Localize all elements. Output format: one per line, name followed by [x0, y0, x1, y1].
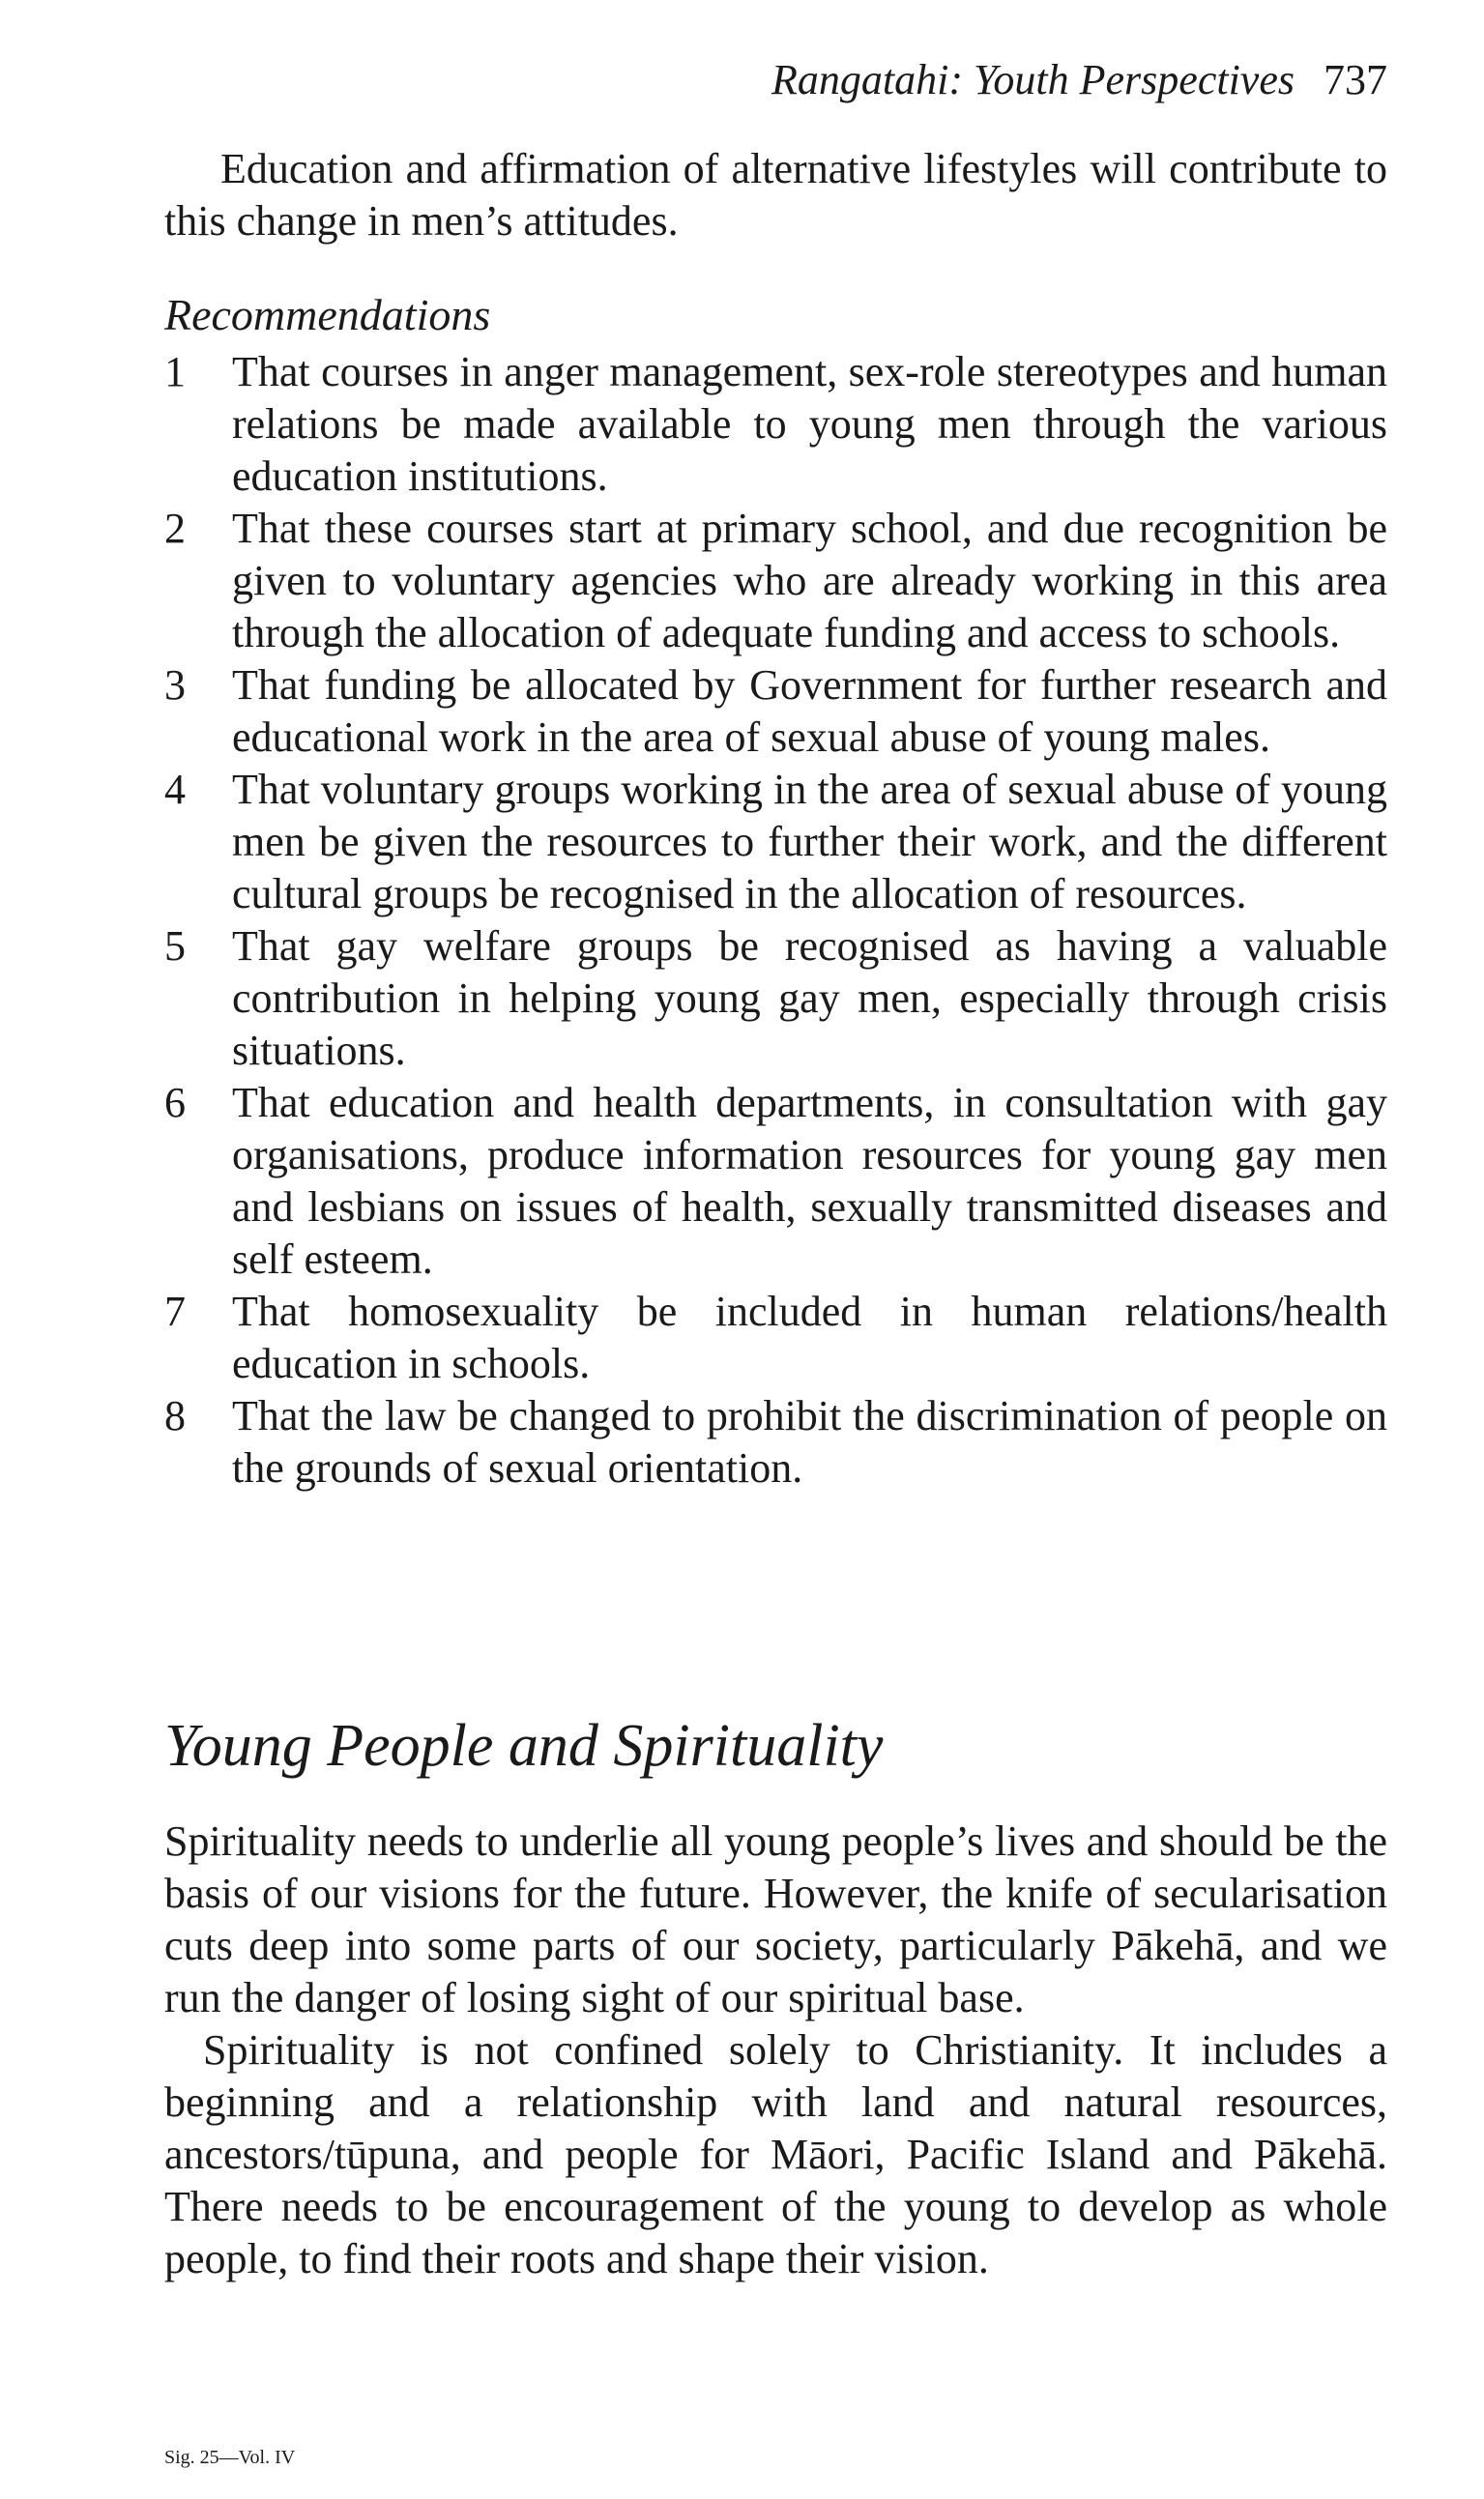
section-body — [164, 1816, 1387, 2285]
recommendation-number: 1 — [164, 348, 186, 395]
recommendations-list — [164, 346, 1387, 1495]
recommendation-item — [164, 659, 1387, 764]
running-head — [771, 56, 1387, 104]
recommendation-item — [164, 1077, 1387, 1286]
section-paragraph: Spirituality needs to underlie all young people’s lives and should be the basis of our visions for the future. However, the knife of secularisation cuts deep into some parts of our society, particularly Pākehā, and we run the danger of losing sight of our spiritual base. — [164, 1817, 1387, 2021]
recommendation-text: That voluntary groups working in the area of sexual abuse of young men be given the resources to further their work, and the different cultural groups be recognised in the allocation of resources. — [232, 766, 1387, 917]
recommendations-heading: Recommendations — [164, 290, 491, 339]
recommendation-number: 2 — [164, 505, 186, 552]
recommendation-number: 8 — [164, 1392, 186, 1439]
page-number: 737 — [1324, 56, 1387, 103]
recommendation-item — [164, 1390, 1387, 1495]
signature-mark: Sig. 25—Vol. IV — [164, 2447, 296, 2468]
recommendation-text: That these courses start at primary school, and due recognition be given to voluntary agencies who are already working in this area through the allocation of adequate funding and access to schools. — [232, 505, 1387, 656]
recommendation-item — [164, 764, 1387, 920]
recommendation-text: That education and health departments, in consultation with gay organisations, produce information resources for young gay men and lesbians on issues of health, sexually transmitted diseases and self esteem. — [232, 1079, 1387, 1283]
intro-section — [164, 143, 1387, 247]
section-paragraph: Spirituality is not confined solely to Christianity. It includes a beginning and a relationship with land and natural resources, ancestors/tūpuna, and people for Māori, Pacific Island and Pākehā. There needs to be encouragement of the young to develop as whole people, to find their roots and shape their vision. — [164, 2026, 1387, 2282]
recommendation-text: That funding be allocated by Government for further research and educational work in the area of sexual abuse of young males. — [232, 661, 1387, 761]
intro-paragraph: Education and affirmation of alternative lifestyles will contribute to this change in men’s attitudes. — [164, 145, 1387, 245]
recommendation-number: 3 — [164, 661, 186, 709]
recommendation-item — [164, 503, 1387, 659]
section-heading: Young People and Spirituality — [164, 1713, 884, 1779]
running-title: Rangatahi: Youth Perspectives — [771, 56, 1295, 103]
recommendation-text: That courses in anger management, sex-role stereotypes and human relations be made available to young men through the various education institutions. — [232, 348, 1387, 500]
recommendation-number: 7 — [164, 1288, 186, 1335]
recommendation-number: 4 — [164, 766, 186, 813]
recommendation-item — [164, 346, 1387, 503]
document-page — [164, 0, 1387, 2499]
recommendation-item — [164, 1286, 1387, 1390]
recommendation-item — [164, 920, 1387, 1077]
recommendation-number: 5 — [164, 922, 186, 970]
recommendation-text: That gay welfare groups be recognised as having a valuable contribution in helping young gay men, especially through crisis situations. — [232, 922, 1387, 1074]
recommendation-number: 6 — [164, 1079, 186, 1126]
recommendation-text: That homosexuality be included in human relations/health education in schools. — [232, 1288, 1387, 1387]
recommendation-text: That the law be changed to prohibit the discrimination of people on the grounds of sexual orientation. — [232, 1392, 1387, 1492]
